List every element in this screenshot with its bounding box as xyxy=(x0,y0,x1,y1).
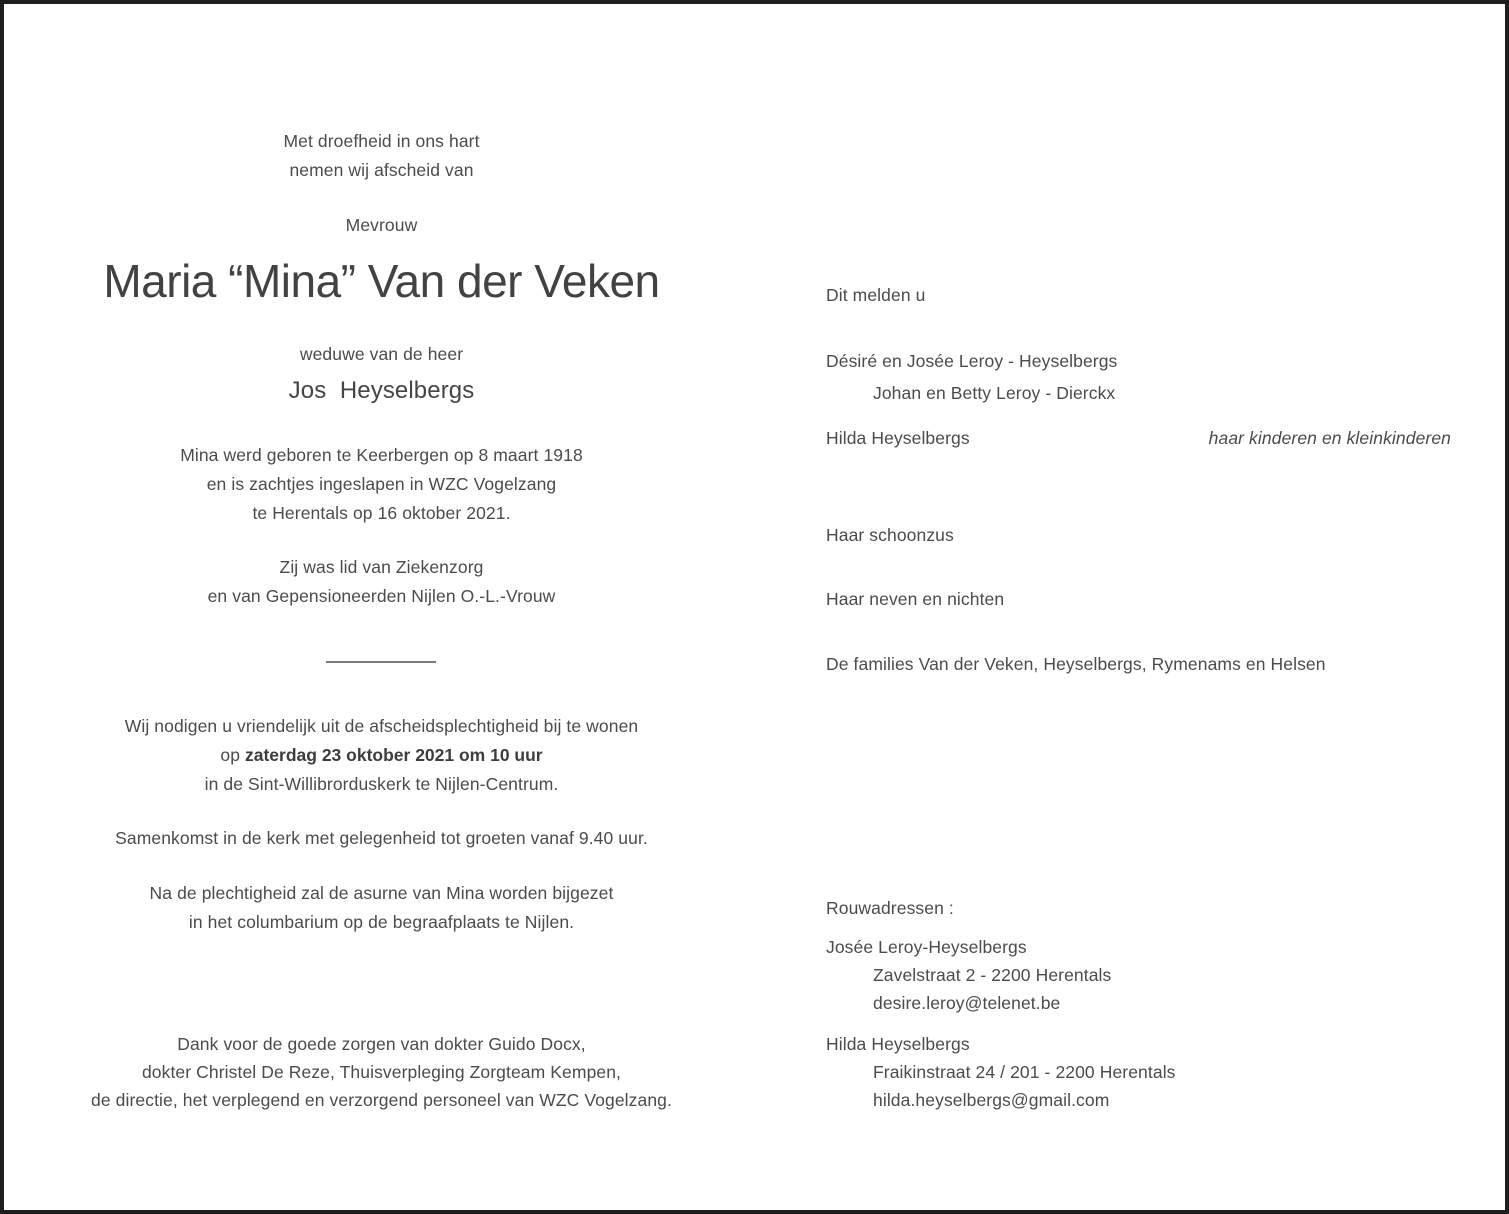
announcement-label: Dit melden u xyxy=(826,285,926,305)
thanks-line-3: de directie, het verplegend en verzorgend personeel van WZC Vogelzang. xyxy=(91,1090,672,1110)
address-block-2 xyxy=(826,1030,1451,1114)
family-line-2: Johan en Betty Leroy - Dierckx xyxy=(873,383,1116,403)
families-line: De families Van der Veken, Heyselbergs, Rymenams en Helsen xyxy=(826,654,1326,674)
salutation: Mevrouw xyxy=(345,215,418,235)
relative-name: Hilda Heyselbergs xyxy=(826,428,970,448)
mourning-addresses-title: Rouwadressen : xyxy=(826,898,954,918)
urn-line-2: in het columbarium op de begraafplaats te Nijlen. xyxy=(188,912,575,932)
left-column xyxy=(59,4,704,1210)
nieces-nephews-line: Haar neven en nichten xyxy=(826,589,1005,609)
relatives-row xyxy=(826,424,1451,453)
invitation-line-1: Wij nodigen u vriendelijk uit de afscheidsplechtigheid bij te wonen xyxy=(124,716,639,736)
urn-line-1: Na de plechtigheid zal de asurne van Mina worden bijgezet xyxy=(149,883,614,903)
family-line-1: Désiré en Josée Leroy - Heyselbergs xyxy=(826,351,1118,371)
address-street: Zavelstraat 2 - 2200 Herentals xyxy=(873,965,1112,985)
intro-lines xyxy=(59,127,704,185)
section-divider xyxy=(326,661,436,663)
widow-label: weduwe van de heer xyxy=(299,344,464,364)
spouse-name: Jos Heyselbergs xyxy=(288,377,475,404)
birth-line-1: Mina werd geboren te Keerbergen op 8 maart 1918 xyxy=(180,445,583,465)
invitation-line-3: in de Sint-Willibrorduskerk te Nijlen-Centrum. xyxy=(204,774,559,794)
membership-line-2: en van Gepensioneerden Nijlen O.-L.-Vrouw xyxy=(207,586,556,606)
intro-line-1: Met droefheid in ons hart xyxy=(283,131,480,151)
intro-line-2: nemen wij afscheid van xyxy=(289,160,474,180)
relation-note: haar kinderen en kleinkinderen xyxy=(1208,428,1451,448)
address-email: desire.leroy@telenet.be xyxy=(873,993,1061,1013)
invitation-date-prefix: op xyxy=(220,745,245,765)
family-lines xyxy=(826,345,1451,409)
birth-line-2: en is zachtjes ingeslapen in WZC Vogelzang xyxy=(206,474,557,494)
membership-paragraph xyxy=(59,553,704,611)
urn-paragraph xyxy=(59,879,704,937)
address-name: Josée Leroy-Heyselbergs xyxy=(826,937,1027,957)
address-name: Hilda Heyselbergs xyxy=(826,1034,970,1054)
invitation-line-2 xyxy=(59,741,704,770)
birth-line-3: te Herentals op 16 oktober 2021. xyxy=(252,503,511,523)
address-email: hilda.heyselbergs@gmail.com xyxy=(873,1090,1110,1110)
membership-line-1: Zij was lid van Ziekenzorg xyxy=(279,557,484,577)
deceased-name: Maria “Mina” Van der Veken xyxy=(103,255,660,307)
thanks-line-1: Dank voor de goede zorgen van dokter Guido Docx, xyxy=(177,1034,586,1054)
invitation-paragraph xyxy=(59,712,704,799)
right-column xyxy=(826,4,1451,1210)
address-street: Fraikinstraat 24 / 201 - 2200 Herentals xyxy=(873,1062,1176,1082)
address-block-1 xyxy=(826,933,1451,1017)
invitation-date: zaterdag 23 oktober 2021 om 10 uur xyxy=(245,745,543,765)
gathering-line: Samenkomst in de kerk met gelegenheid tot groeten vanaf 9.40 uur. xyxy=(115,828,648,848)
sister-in-law-line: Haar schoonzus xyxy=(826,525,954,545)
birth-paragraph xyxy=(59,441,704,528)
thanks-paragraph xyxy=(59,1030,704,1114)
thanks-line-2: dokter Christel De Reze, Thuisverpleging Zorgteam Kempen, xyxy=(141,1062,622,1082)
